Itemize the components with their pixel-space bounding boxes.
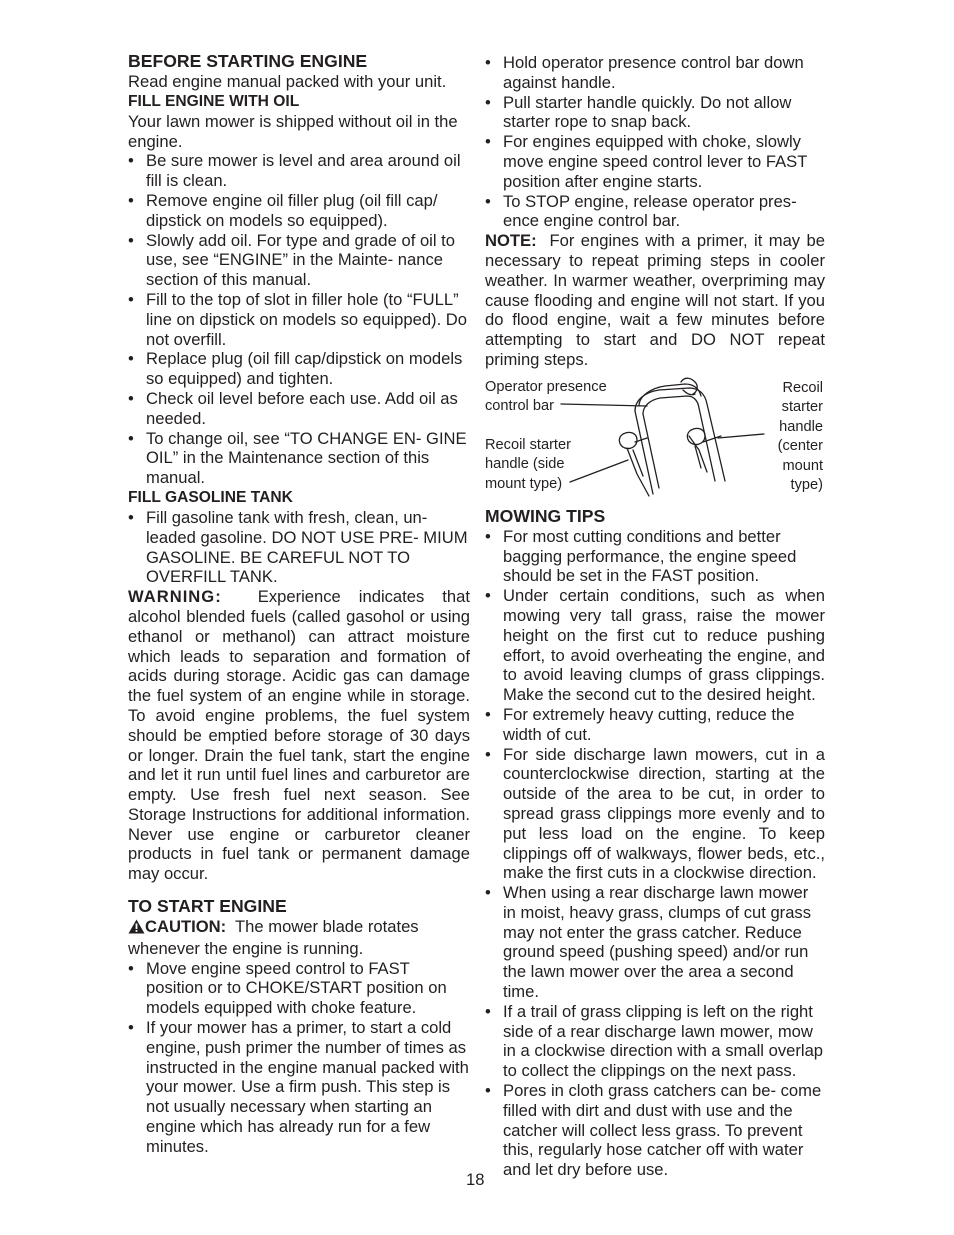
list-item: • Pores in cloth grass catchers can be- come filled with dirt and dust with use and the catcher will collect less grass. To prevent this, regularly hose catcher off with water and let dry before use. [485, 1081, 825, 1180]
note-label: NOTE: [485, 231, 537, 251]
list-item: • Under certain conditions, such as when mowing very tall grass, raise the mower height on the first cut to reduce pushing effort, to avoid overheating the engine, and to avoid leaving clumps of grass clippings. Make the second cut to the desired height. [485, 586, 825, 705]
note-text: For engines with a primer, it may be necessary to repeat priming steps in cooler weather. In warmer weather, overpriming may cause flooding and engine will not start. If you do flood engine, wait a few minutes before attempting to start and DO NOT repeat priming steps. [485, 231, 825, 369]
oil-intro: Your lawn mower is shipped without oil in the engine. [128, 111, 458, 151]
list-item: • Fill to the top of slot in filler hole (to “FULL” line on dipstick on models so equipped). Do not overfill. [128, 290, 470, 349]
gas-list [128, 508, 470, 587]
mowing-list [485, 527, 825, 1180]
start-list [128, 959, 470, 1157]
right-column [485, 50, 825, 1180]
list-item: • Remove engine oil filler plug (oil fill cap/ dipstick on models so equipped). [128, 191, 470, 231]
before-starting-heading: BEFORE STARTING ENGINE [128, 51, 368, 71]
list-item: • To STOP engine, release operator pres- ence engine control bar. [485, 192, 825, 232]
caution-label: CAUTION: [145, 917, 227, 937]
before-intro: Read engine manual packed with your unit. [128, 72, 447, 91]
list-item: • For side discharge lawn mowers, cut in a counterclockwise direction, starting at the outside of the area to be cut, in order to spread grass clippings more evenly and to put less load on the engine. To keep clippings off of walkways, flower beds, etc., make the first cuts in a clockwise direction. [485, 745, 825, 884]
list-item: • To change oil, see “TO CHANGE EN- GINE OIL” in the Maintenance section of this manual. [128, 429, 470, 488]
list-item: • Fill gasoline tank with fresh, clean, un- leaded gasoline. DO NOT USE PRE- MIUM GASOLINE. BE CAREFUL NOT TO OVERFILL TANK. [128, 508, 470, 587]
warning-label: WARNING: [128, 587, 222, 607]
oil-list [128, 151, 470, 488]
warning-text: Experience indicates that alcohol blended fuels (called gasohol or using ethanol or methanol) can attract moisture which leads to separation and formation of acids during storage. Acidic gas can damage the fuel system of an engine while in storage. To avoid engine problems, the fuel system should be emptied before storage of 30 days or longer. Drain the fuel tank, start the engine and let it run until fuel lines and carburetor are empty. Use fresh fuel next season. See Storage Instructions for additional information. Never use engine or carburetor cleaner products in fuel tank or permanent damage may occur. [128, 587, 470, 884]
list-item: • Replace plug (oil fill cap/dipstick on models so equipped) and tighten. [128, 349, 470, 389]
list-item: • For extremely heavy cutting, reduce the width of cut. [485, 705, 825, 745]
list-item: • Hold operator presence control bar down against handle. [485, 53, 825, 93]
recoil-side-label: Recoil starter handle (side mount type) [485, 436, 571, 492]
warning-triangle-icon [128, 919, 145, 939]
list-item: • Move engine speed control to FAST position or to CHOKE/START position on models equipped with choke feature. [128, 959, 470, 1018]
page-number: 18 [466, 1170, 485, 1189]
left-column [128, 50, 470, 1157]
mowing-tips-heading: MOWING TIPS [485, 505, 606, 526]
fill-oil-heading: FILL ENGINE WITH OIL [128, 92, 300, 110]
list-item: • When using a rear discharge lawn mower in moist, heavy grass, clumps of cut grass may not enter the grass catcher. Reduce ground speed (pushing speed) and/or run the lawn mower over the area a second time. [485, 883, 825, 1002]
recoil-center-label: Recoil starter handle (center mount type) [777, 379, 823, 494]
note-paragraph [485, 231, 825, 370]
caution-text: The mower blade rotates whenever the engine is running. [128, 917, 419, 958]
start-engine-heading: TO START ENGINE [128, 896, 287, 917]
operator-presence-label: Operator presence control bar [485, 378, 607, 415]
start-list-continued [485, 53, 825, 231]
list-item: • Slowly add oil. For type and grade of oil to use, see “ENGINE” in the Mainte- nance section of this manual. [128, 231, 470, 290]
list-item: • If a trail of grass clipping is left on the right side of a rear discharge lawn mower, mow in a clockwise direction with a small overlap to collect the clippings on the next pass. [485, 1002, 825, 1081]
list-item: • If your mower has a primer, to start a cold engine, push primer the number of times as instructed in the engine manual packed with your mower. Use a firm push. This step is not usually necessary when starting an engine which has already run for a few minutes. [128, 1018, 470, 1157]
list-item: • Be sure mower is level and area around oil fill is clean. [128, 151, 470, 191]
warning-paragraph [128, 587, 470, 884]
fill-gas-heading: FILL GASOLINE TANK [128, 488, 293, 506]
list-item: • Pull starter handle quickly. Do not allow starter rope to snap back. [485, 93, 825, 133]
list-item: • For engines equipped with choke, slowly move engine speed control lever to FAST position after engine starts. [485, 132, 825, 191]
list-item: • For most cutting conditions and better bagging performance, the engine speed should be set in the FAST position. [485, 527, 825, 586]
list-item: • Check oil level before each use. Add oil as needed. [128, 389, 470, 429]
mower-handle-figure [485, 376, 825, 501]
mower-handle-drawing [485, 376, 825, 501]
caution-paragraph [128, 917, 470, 959]
